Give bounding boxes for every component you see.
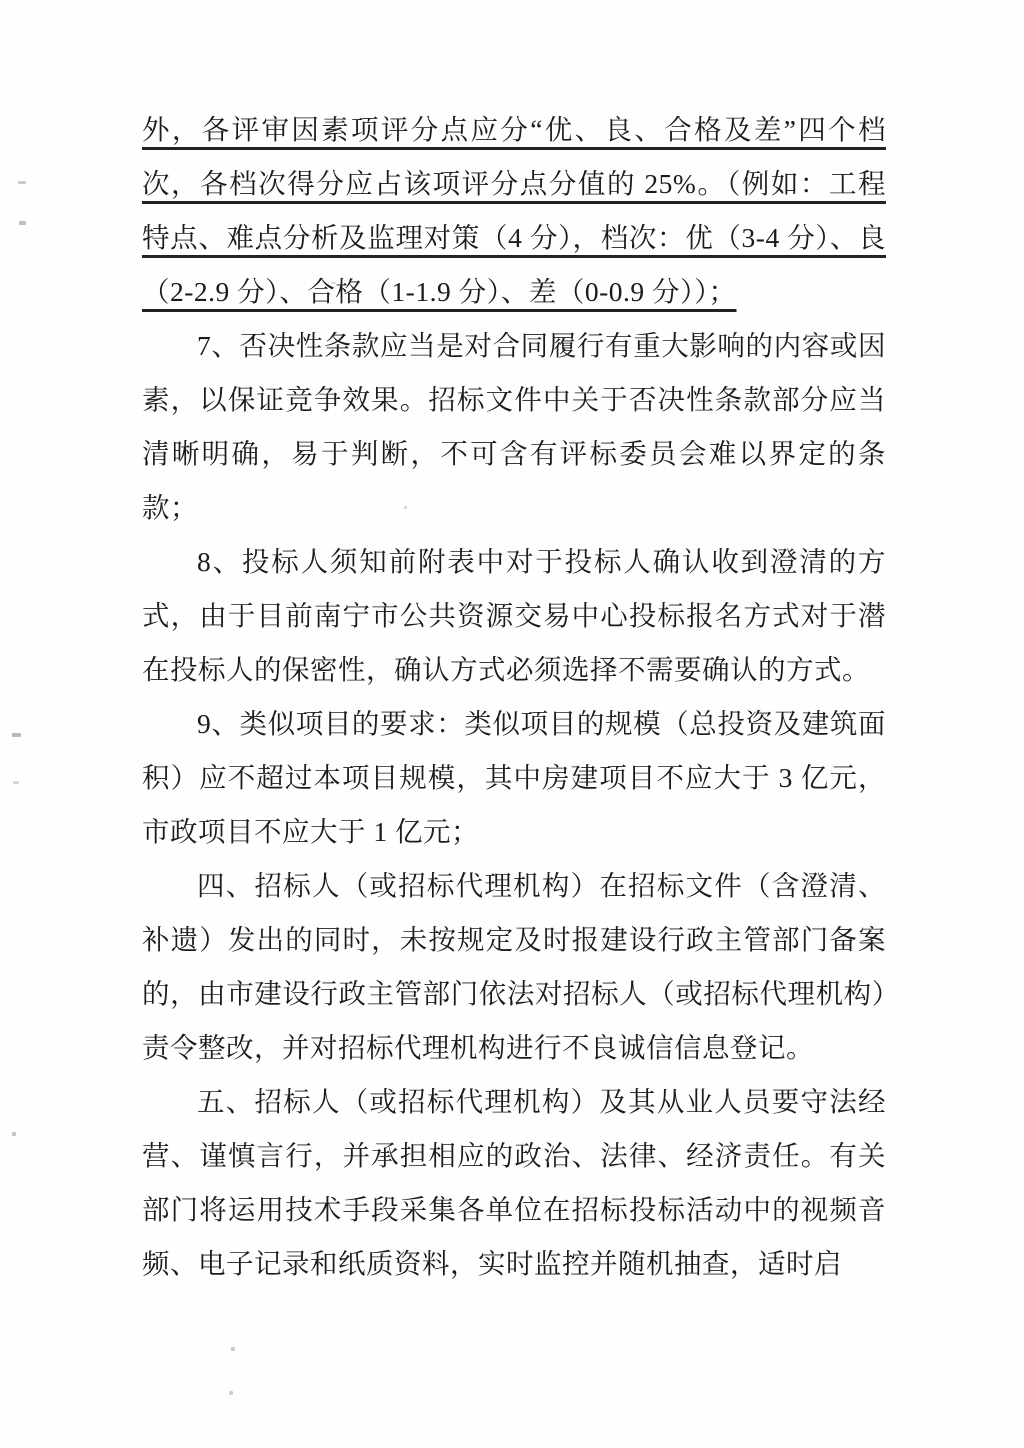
scan-speck	[12, 1132, 16, 1136]
paragraph-section-5-compliance-monitoring: 五、招标人（或招标代理机构）及其从业人员要守法经营、谨慎言行，并承担相应的政治、法律、经济责任。有关部门将运用技术手段采集各单位在招标投标活动中的视频音频、电子记录和纸质资料，实时监控并随机抽查，适时启	[142, 1086, 886, 1279]
document-text-block	[142, 103, 886, 1291]
paragraph-item-8-clarification-confirmation: 8、投标人须知前附表中对于投标人确认收到澄清的方式，由于目前南宁市公共资源交易中心投标报名方式对于潜在投标人的保密性，确认方式必须选择不需要确认的方式。	[142, 546, 886, 685]
scan-speck	[229, 1391, 233, 1395]
paragraph-item-9-similar-project-requirements: 9、类似项目的要求：类似项目的规模（总投资及建筑面积）应不超过本项目规模，其中房建项目不应大于 3 亿元，市政项目不应大于 1 亿元；	[142, 708, 886, 847]
scan-speck	[331, 282, 336, 284]
scan-speck	[18, 181, 26, 184]
paragraph-section-4-filing-requirement: 四、招标人（或招标代理机构）在招标文件（含澄清、补遗）发出的同时，未按规定及时报建设行政主管部门备案的，由市建设行政主管部门依法对招标人（或招标代理机构）责令整改，并对招标代理机构进行不良诚信信息登记。	[142, 870, 886, 1063]
scan-speck	[231, 1347, 235, 1351]
scan-speck	[12, 733, 21, 737]
scan-speck	[19, 221, 26, 225]
scan-speck	[13, 781, 19, 784]
paragraph-continued-scoring-tier-clause: 外，各评审因素项评分点应分“优、良、合格及差”四个档次，各档次得分应占该项评分点分值的 25%。（例如：工程特点、难点分析及监理对策（4 分），档次：优（3-4 分）、良（2-2.9 分）、合格（1-1.9 分）、差（0-0.9 分））；	[142, 114, 886, 307]
scan-speck	[404, 506, 407, 509]
paragraph-item-7-veto-clauses: 7、否决性条款应当是对合同履行有重大影响的内容或因素，以保证竞争效果。招标文件中关于否决性条款部分应当清晰明确，易于判断，不可含有评标委员会难以界定的条款；	[142, 330, 886, 523]
